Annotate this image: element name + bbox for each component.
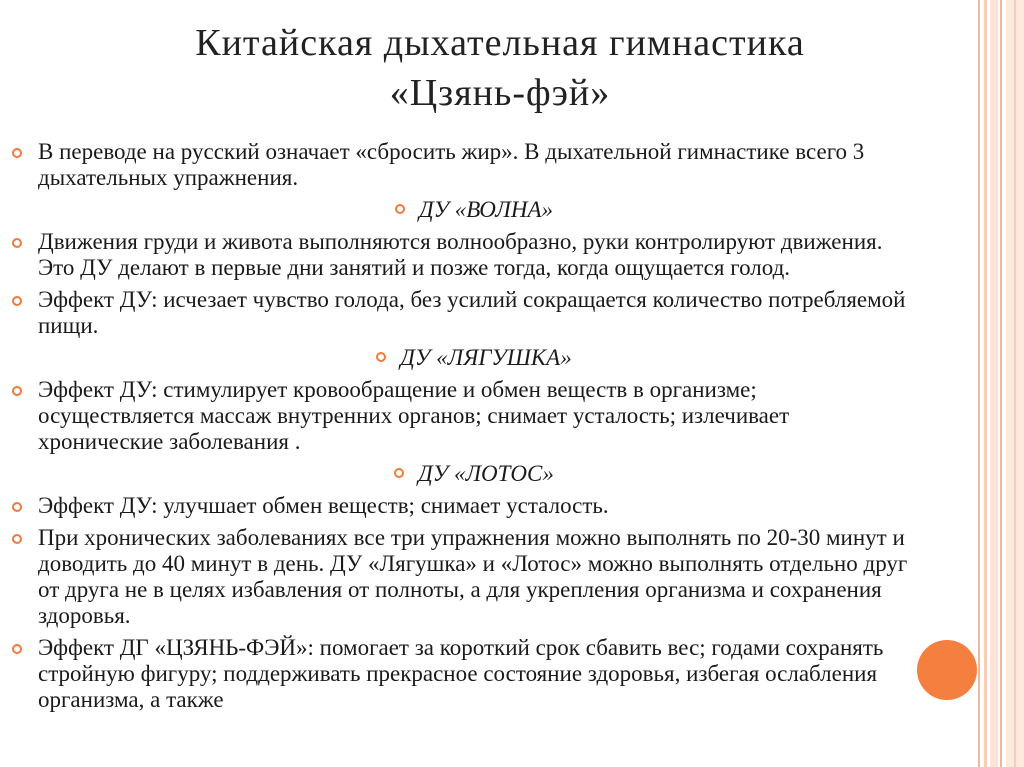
subheading-text: ДУ «ЛЯГУШКА» [400, 345, 572, 370]
subheading-text: ДУ «ВОЛНА» [418, 197, 554, 222]
stripe [984, 0, 987, 767]
circle-bullet-icon [12, 296, 22, 306]
circle-bullet-icon [12, 644, 22, 654]
stripe [978, 0, 980, 767]
circle-bullet-icon [376, 352, 386, 362]
item-text: При хронических заболеваниях все три упражнения можно выполнять по 20-30 минут и доводить до 40 минут в день. ДУ «Лягушка» и «Лотос» можно выполнять отдельно друг от друга не в целях избавления от полноты, а для укрепления организма и сохранения здоровья. [38, 525, 908, 628]
stripe [990, 0, 998, 767]
circle-bullet-icon [394, 468, 404, 478]
list-item [10, 139, 910, 191]
list-item [10, 493, 910, 519]
circle-bullet-icon [12, 534, 22, 544]
title-line-1: Китайская дыхательная гимнастика [195, 22, 805, 64]
circle-bullet-icon [12, 148, 22, 158]
decorative-circle [917, 640, 977, 700]
item-text: Эффект ДУ: стимулирует кровообращение и обмен веществ в организме; осуществляется массаж внутренних органов; снимает усталость; излечивает хронические заболевания . [38, 377, 790, 454]
list-item [10, 287, 910, 339]
list-item [10, 229, 910, 281]
item-text: Эффект ДУ: исчезает чувство голода, без усилий сокращается количество потребляемой пищи. [38, 287, 906, 338]
item-text: Эффект ДГ «ЦЗЯНЬ-ФЭЙ»: помогает за короткий срок сбавить вес; годами сохранять стройную фигуру; поддерживать прекрасное состояние здоровья, избегая ослабления организма, а также [38, 635, 884, 712]
list-item [10, 635, 910, 713]
circle-bullet-icon [395, 204, 405, 214]
list-item [10, 525, 910, 629]
circle-bullet-icon [12, 238, 22, 248]
title-line-2: «Цзянь-фэй» [389, 72, 611, 114]
circle-bullet-icon [12, 386, 22, 396]
circle-bullet-icon [12, 502, 22, 512]
subheading [10, 345, 910, 371]
stripe [1014, 0, 1016, 767]
subheading [10, 461, 910, 487]
slide-title [60, 18, 940, 118]
item-text: В переводе на русский означает «сбросить жир». В дыхательной гимнастике всего 3 дыхательных упражнения. [38, 139, 865, 190]
subheading [10, 197, 910, 223]
content-list [10, 139, 910, 719]
list-item [10, 377, 910, 455]
item-text: Эффект ДУ: улучшает обмен веществ; снимает усталость. [38, 493, 609, 518]
item-text: Движения груди и живота выполняются волнообразно, руки контролируют движения. Это ДУ делают в первые дни занятий и позже тогда, когда ощущается голод. [38, 229, 883, 280]
decorative-stripes [978, 0, 1024, 767]
subheading-text: ДУ «ЛОТОС» [418, 461, 554, 486]
stripe [1000, 0, 1002, 767]
